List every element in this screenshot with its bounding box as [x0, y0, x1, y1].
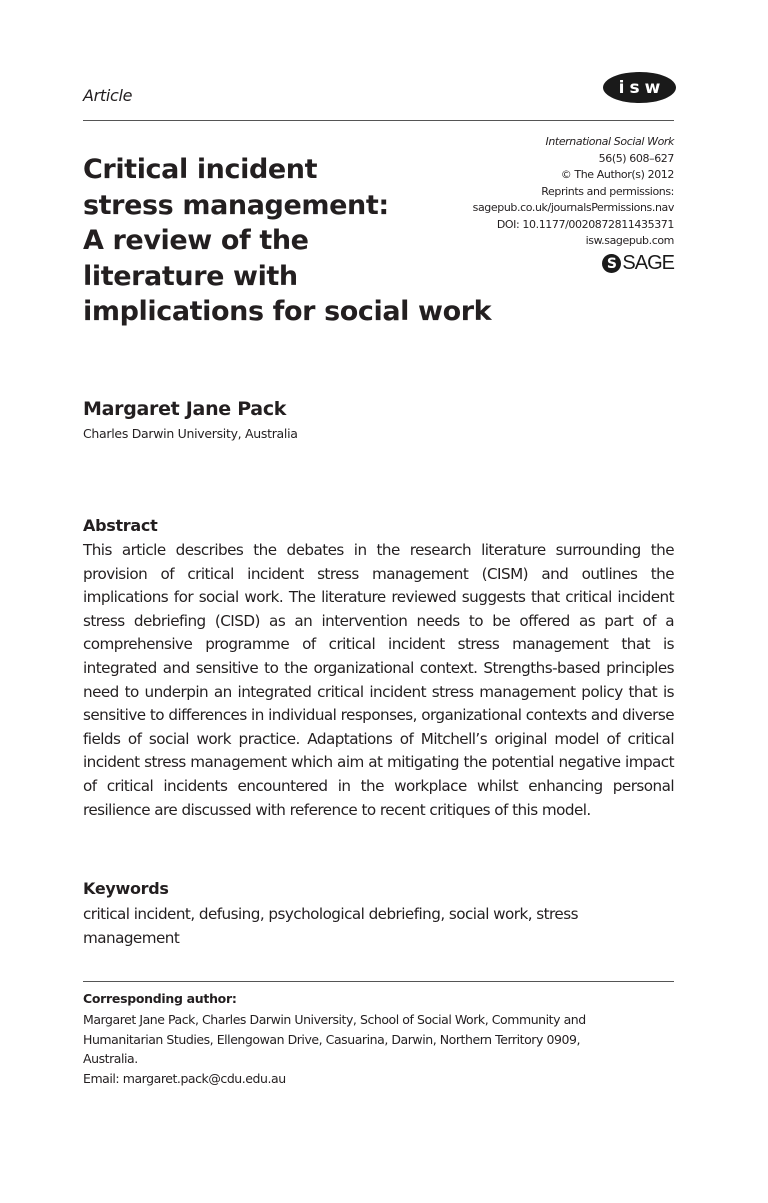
corresponding-line: Australia.	[83, 1051, 138, 1066]
abstract-text: This article describes the debates in the research literature surrounding the provision of critical incident stress management (CISM) and outlines the implications for social work. The literature reviewed suggests that critical incident stress debriefing (CISD) as an intervention needs to be offered as part of a comprehensive programme of critical incident stress management that is integrated and sensitive to the organizational context. Strengths-based principles need to underpin an integrated critical incident stress management policy that is sensitive to differences in individual responses, organizational contexts and diverse fields of social work practice. Adaptations of Mitchell’s original model of critical incident stress management which aim at mitigating the potential negative impact of critical incidents encountered in the workplace whilst enhancing personal resilience are discussed with reference to recent critiques of this model.	[83, 541, 674, 819]
title-line: Critical incident	[83, 154, 318, 185]
doi[interactable]: DOI: 10.1177/0020872811435371	[496, 217, 674, 231]
journal-site-link[interactable]: isw.sagepub.com	[585, 234, 674, 247]
keywords-heading: Keywords	[83, 879, 169, 898]
corresponding-author-details	[83, 1010, 674, 1088]
author-affiliation: Charles Darwin University, Australia	[83, 426, 298, 441]
author-name: Margaret Jane Pack	[83, 398, 287, 420]
permissions-link[interactable]: sagepub.co.uk/journalsPermissions.nav	[472, 201, 674, 214]
publisher-logo	[602, 252, 674, 275]
corresponding-email[interactable]: Email: margaret.pack@cdu.edu.au	[83, 1070, 286, 1086]
article-type-label: Article	[83, 86, 133, 105]
header-divider	[83, 120, 674, 121]
title-line: implications for social work	[83, 296, 492, 327]
corresponding-line: Humanitarian Studies, Ellengowan Drive, Casuarina, Darwin, Northern Territory 0909,	[83, 1031, 580, 1047]
sage-s-icon: S	[602, 254, 621, 273]
corresponding-author-heading: Corresponding author:	[83, 991, 237, 1006]
journal-name: International Social Work	[545, 135, 674, 148]
volume-pages: 56(5) 608–627	[598, 151, 674, 165]
sage-wordmark: SAGE	[622, 252, 674, 274]
copyright: © The Author(s) 2012	[560, 168, 674, 181]
title-line: literature with	[83, 260, 298, 292]
article-title	[83, 152, 513, 330]
reprints-label: Reprints and permissions:	[541, 184, 674, 198]
publication-meta	[473, 134, 674, 250]
title-line: A review of the	[83, 225, 309, 256]
corresponding-line: Margaret Jane Pack, Charles Darwin University, School of Social Work, Community and	[83, 1012, 586, 1027]
title-line: stress management:	[83, 189, 389, 221]
journal-logo: isw	[603, 72, 676, 103]
footnote-divider	[83, 981, 674, 982]
keywords-text: critical incident, defusing, psychological debriefing, social work, stress management	[83, 905, 578, 947]
abstract-heading: Abstract	[83, 516, 158, 535]
